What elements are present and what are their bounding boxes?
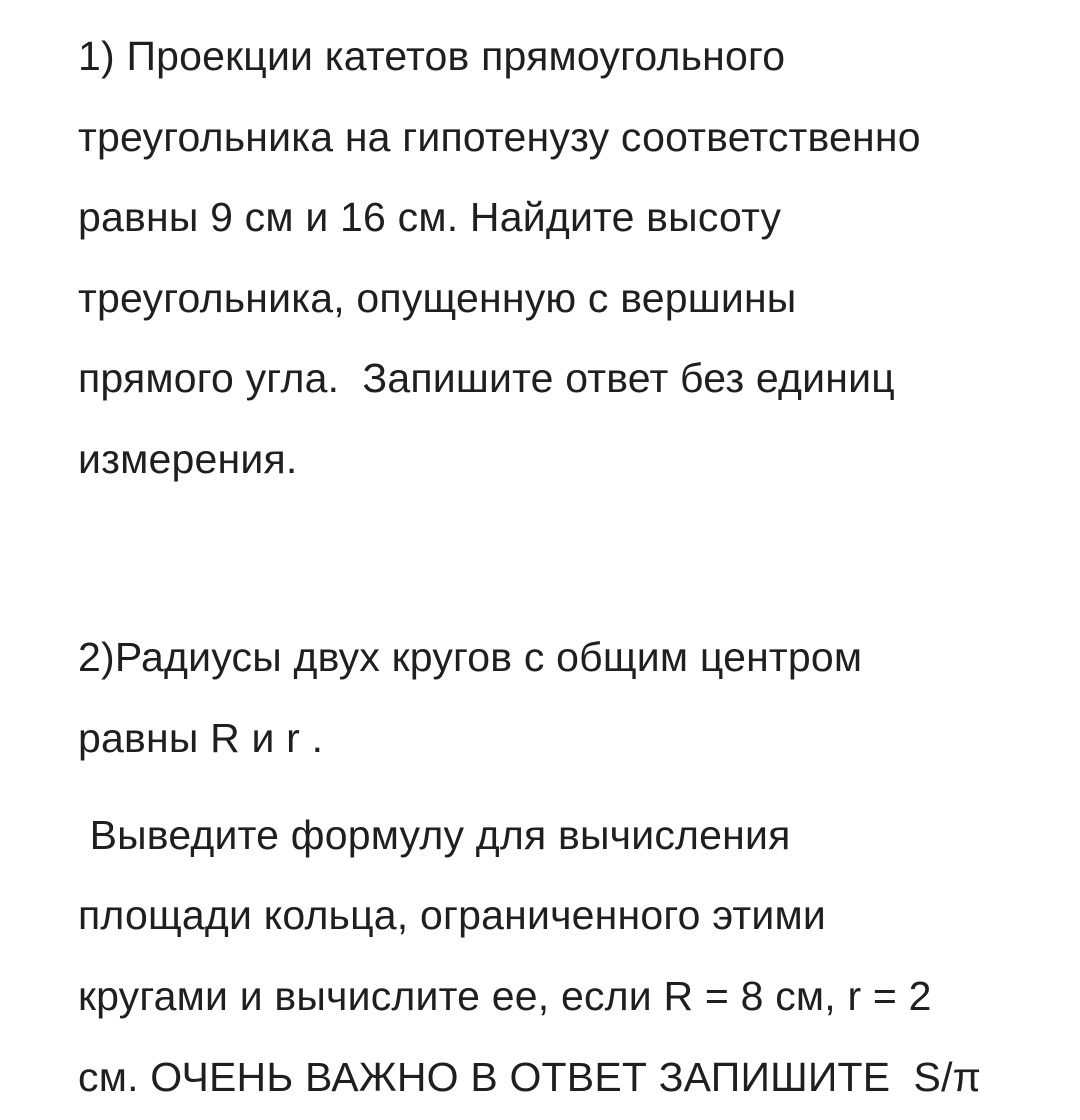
task-2-body-line-3: кругами и вычислите ее, если R = 8 см, r = 2 [78,973,932,1019]
task-1-line-6: измерения. [78,436,298,482]
task-1-line-5: прямого угла. Запишите ответ без единиц [78,355,895,401]
task-1-line-2: треугольника на гипотенузу соответственно [78,114,921,160]
task-2-intro-line-1: 2)Радиусы двух кругов с общим центром [78,634,863,680]
task-1-line-3: равны 9 см и 16 см. Найдите высоту [78,194,782,240]
task-2-intro-line-2: равны R и r . [78,715,324,761]
task-2-body-line-1: Выведите формулу для вычисления [78,812,791,858]
task-2-body-line-4: см. ОЧЕНЬ ВАЖНО В ОТВЕТ ЗАПИШИТЕ S/π [78,1054,982,1100]
task-2-body-line-2: площади кольца, ограниченного этими [78,892,826,938]
task-1-line-1: 1) Проекции катетов прямоугольного [78,33,786,79]
task-1-line-4: треугольника, опущенную с вершины [78,275,797,321]
